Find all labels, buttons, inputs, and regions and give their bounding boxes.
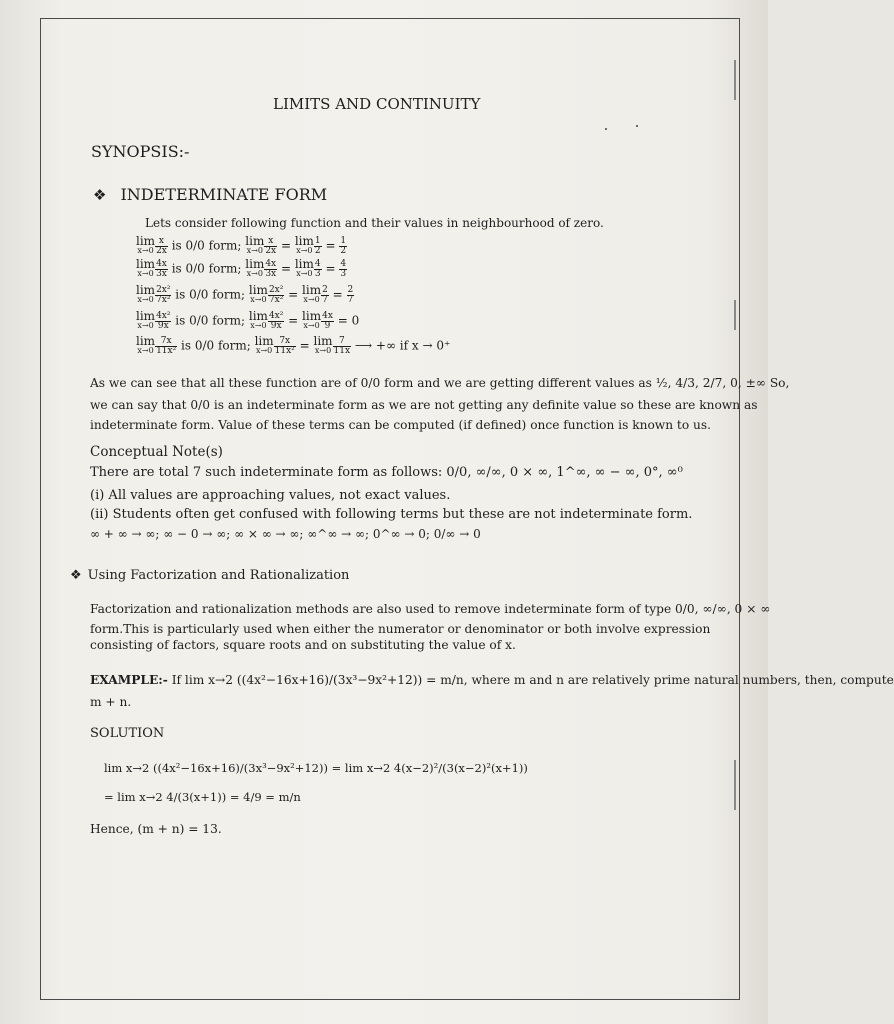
lim-operator (245, 259, 264, 279)
diamond-bullet-icon: ❖ (70, 568, 82, 583)
lim-subscript: x→0 (137, 346, 154, 355)
result-fraction-numerator: 2 (347, 284, 354, 295)
form-text: is 0/0 form; (167, 238, 246, 253)
reduced-fraction (333, 337, 352, 356)
result-fraction (339, 260, 347, 279)
simplified-fraction (268, 286, 284, 305)
equals-sign: = (321, 238, 340, 253)
equals-sign: = (295, 338, 314, 353)
lim-word: lim (136, 334, 156, 348)
function-fraction-denominator: 7x² (156, 294, 171, 305)
reduced-fraction-numerator: 2 (322, 284, 328, 295)
factorization-line-3: consisting of factors, square roots and on substituting the value of x. (90, 638, 516, 652)
lim-word: lim (254, 334, 274, 348)
result-fraction-denominator: 7 (347, 294, 354, 305)
result-tail: ⟶ +∞ if x → 0⁺ (351, 338, 451, 353)
lim-operator (295, 236, 314, 256)
form-text: is 0/0 form; (167, 261, 246, 276)
paragraph-line-2: we can say that 0/0 is an indeterminate form as we are not getting any definite value so these are known as (90, 398, 758, 412)
lim-subscript: x→0 (137, 246, 154, 255)
form-text: is 0/0 form; (171, 313, 249, 328)
synopsis-heading: SYNOPSIS:- (91, 142, 190, 161)
page-edge-mark (734, 300, 736, 330)
lim-word: lim (302, 309, 322, 323)
reduced-fraction-denominator: 9 (324, 320, 331, 331)
function-fraction-denominator: 9x (157, 320, 169, 331)
lim-operator (249, 285, 268, 305)
paper-mark (605, 128, 607, 130)
result-fraction-numerator: 1 (340, 235, 347, 246)
limit-line (136, 311, 359, 331)
paragraph-line-3: indeterminate form. Value of these terms can be computed (if defined) once function is known to us. (90, 418, 712, 432)
lim-subscript: x→0 (137, 269, 154, 278)
lim-word: lim (294, 234, 314, 248)
lim-operator (313, 336, 332, 356)
example-line-1 (90, 673, 894, 687)
function-fraction-denominator: 3x (156, 268, 167, 279)
function-fraction-numerator: 7x (155, 337, 177, 347)
lim-subscript: x→0 (303, 321, 320, 330)
lim-operator (136, 259, 155, 279)
function-fraction-denominator: 11x² (156, 345, 177, 356)
equals-sign: = (284, 287, 303, 302)
note-line-2: (i) All values are approaching values, not exact values. (90, 488, 451, 503)
simplified-fraction-denominator: 3x (265, 268, 277, 279)
lim-word: lim (313, 334, 333, 348)
reduced-fraction (321, 312, 334, 331)
lim-word: lim (136, 283, 156, 297)
solution-heading: SOLUTION (90, 726, 165, 741)
lim-operator (302, 311, 321, 331)
reduced-fraction (321, 286, 329, 305)
solution-line-1: lim x→2 ((4x²−16x+16)/(3x³−9x²+12)) = lim x→2 4(x−2)²/(3(x−2)²(x+1)) (104, 761, 528, 775)
example-line-2: m + n. (90, 695, 132, 709)
note-line-4: ∞ + ∞ → ∞; ∞ − 0 → ∞; ∞ × ∞ → ∞; ∞^∞ → ∞; 0^∞ → 0; 0/∞ → 0 (90, 527, 481, 541)
page-edge-mark (734, 760, 736, 810)
simplified-fraction-denominator: 2x (265, 245, 277, 256)
simplified-fraction (264, 237, 277, 256)
limit-line (136, 285, 354, 305)
result-tail: = 0 (333, 313, 360, 328)
result-fraction-denominator: 2 (340, 245, 347, 256)
lim-subscript: x→0 (137, 321, 154, 330)
reduced-fraction-denominator: 3 (314, 268, 321, 279)
reduced-fraction (314, 237, 322, 256)
lim-operator (302, 285, 321, 305)
example-label: EXAMPLE:- (90, 673, 168, 687)
simplified-fraction-denominator: 9x (270, 320, 282, 331)
reduced-fraction-numerator: 4x (322, 310, 333, 321)
lim-operator (136, 236, 155, 256)
factorization-line-2: form.This is particularly used when either the numerator or denominator or both involve expression (90, 622, 711, 636)
lim-word: lim (294, 257, 314, 271)
limit-line (136, 336, 450, 356)
document-title: LIMITS AND CONTINUITY (273, 95, 481, 113)
simplified-fraction-denominator: 7x² (268, 294, 284, 305)
reduced-fraction (314, 260, 322, 279)
lim-operator (136, 336, 155, 356)
lim-word: lim (245, 234, 265, 248)
simplified-fraction-numerator: 4x² (268, 310, 284, 321)
function-fraction-denominator: 2x (156, 245, 167, 256)
simplified-fraction (268, 312, 284, 331)
lim-subscript: x→0 (314, 346, 332, 355)
result-fraction (347, 286, 355, 305)
simplified-fraction (264, 260, 277, 279)
lim-subscript: x→0 (296, 246, 313, 255)
lim-word: lim (245, 257, 265, 271)
simplified-fraction-numerator: 4x (265, 258, 277, 269)
equals-sign: = (328, 287, 347, 302)
lim-operator (136, 285, 155, 305)
result-fraction-denominator: 3 (340, 268, 347, 279)
simplified-fraction-numerator: 2x² (268, 284, 284, 295)
reduced-fraction-numerator: 7 (333, 337, 352, 347)
lim-word: lim (136, 257, 156, 271)
lim-subscript: x→0 (250, 295, 267, 304)
note-line-3: (ii) Students often get confused with following terms but these are not indeterminate form. (90, 507, 693, 522)
function-fraction-numerator: 4x² (156, 310, 171, 321)
result-fraction-numerator: 4 (340, 258, 347, 269)
conceptual-note-heading: Conceptual Note(s) (90, 444, 223, 460)
page-edge-mark (734, 60, 736, 100)
form-text: is 0/0 form; (177, 338, 255, 353)
paper-mark (636, 125, 638, 127)
equals-sign: = (284, 313, 303, 328)
lim-operator (255, 336, 274, 356)
lim-word: lim (302, 283, 322, 297)
equals-sign: = (321, 261, 340, 276)
result-fraction (339, 237, 347, 256)
section-heading-factorization: ❖ Using Factorization and Rationalization (70, 568, 350, 583)
function-fraction (155, 312, 171, 331)
reduced-fraction-denominator: 2 (314, 245, 321, 256)
note-line-1: There are total 7 such indeterminate form as follows: 0/0, ∞/∞, 0 × ∞, 1^∞, ∞ − ∞, 0°, ∞⁰ (90, 465, 683, 480)
lim-subscript: x→0 (296, 269, 313, 278)
reduced-fraction-numerator: 1 (314, 235, 321, 246)
form-text: is 0/0 form; (171, 287, 249, 302)
lim-word: lim (248, 283, 268, 297)
equals-sign: = (277, 238, 295, 253)
paragraph-line-1: As we can see that all these function are of 0/0 form and we are getting different values as ½, 4/3, 2/7, 0, ±∞ So, (90, 376, 790, 390)
function-fraction-numerator: 2x² (156, 284, 171, 295)
example-statement: If lim x→2 ((4x²−16x+16)/(3x³−9x²+12)) = m/n, where m and n are relatively prime natural numbers, then, compute (171, 673, 894, 687)
lim-operator (249, 311, 268, 331)
simplified-fraction (274, 337, 296, 356)
function-fraction-numerator: x (155, 237, 168, 247)
factorization-line-1: Factorization and rationalization methods are also used to remove indeterminate form of type 0/0, ∞/∞, 0 × ∞ (90, 602, 771, 616)
solution-conclusion: Hence, (m + n) = 13. (90, 822, 222, 836)
limit-line (136, 236, 347, 256)
lim-subscript: x→0 (246, 269, 263, 278)
lim-subscript: x→0 (255, 346, 273, 355)
simplified-fraction-numerator: x (264, 237, 277, 247)
reduced-fraction-denominator: 7 (322, 294, 328, 305)
lim-word: lim (248, 309, 268, 323)
lim-operator (136, 311, 155, 331)
lim-word: lim (136, 309, 156, 323)
function-fraction (155, 237, 168, 256)
lim-subscript: x→0 (137, 295, 154, 304)
lim-operator (245, 236, 264, 256)
reduced-fraction-numerator: 4 (314, 258, 321, 269)
function-fraction-numerator: 4x (156, 258, 167, 269)
reduced-fraction-denominator: 11x (333, 345, 351, 356)
solution-line-2: = lim x→2 4/(3(x+1)) = 4/9 = m/n (104, 790, 301, 804)
limit-line (136, 259, 347, 279)
lim-subscript: x→0 (246, 246, 263, 255)
lim-operator (295, 259, 314, 279)
intro-text: Lets consider following function and their values in neighbourhood of zero. (145, 216, 604, 230)
function-fraction (155, 337, 177, 356)
lim-subscript: x→0 (250, 321, 267, 330)
equals-sign: = (277, 261, 295, 276)
simplified-fraction-numerator: 7x (274, 337, 296, 347)
lim-word: lim (136, 234, 156, 248)
section-heading-indeterminate: ❖ INDETERMINATE FORM (93, 185, 328, 204)
lim-subscript: x→0 (303, 295, 320, 304)
simplified-fraction-denominator: 11x² (274, 345, 295, 356)
diamond-bullet-icon: ❖ (93, 186, 107, 204)
function-fraction (155, 286, 171, 305)
function-fraction (155, 260, 168, 279)
